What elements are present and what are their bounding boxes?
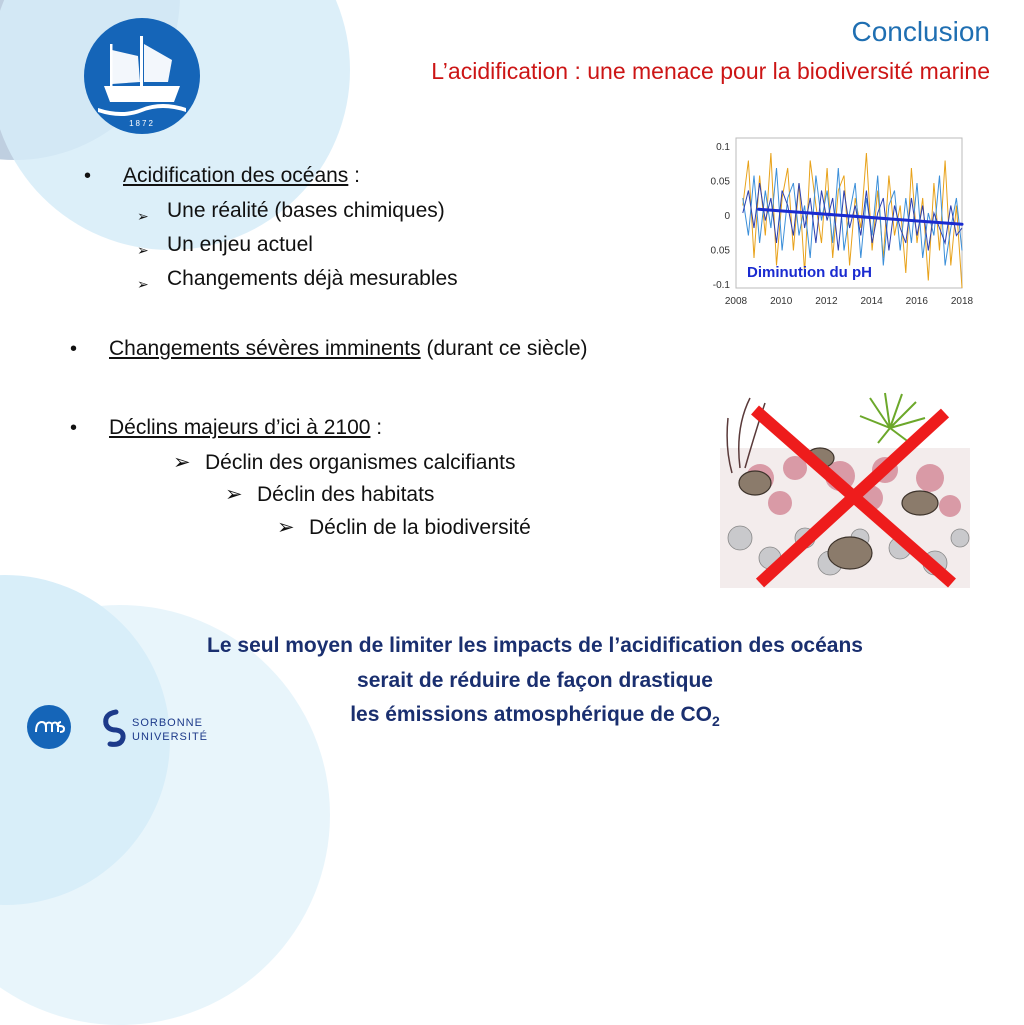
x-tick-label: 2008 [724,296,748,305]
co2-subscript: 2 [711,713,720,730]
x-tick-label: 2010 [770,296,793,305]
section3-item: Déclin des organismes calcifiants [205,451,516,474]
cnrs-logo [26,704,72,750]
section3-heading-line [109,416,382,440]
chart-annotation: Diminution du pH [747,264,872,281]
arrow-bullet-icon: ➢ [137,276,149,292]
arrow-bullet-icon: ➢ [225,483,243,506]
section1-item: Une réalité (bases chimiques) [167,199,445,222]
svg-text:UNIVERSITÉ: UNIVERSITÉ [132,731,209,743]
page-title: Conclusion [851,16,990,47]
section3-heading-suffix: : [370,416,383,439]
y-tick-label: 0.05 [710,245,730,257]
y-tick-label: -0.1 [712,280,730,291]
arrow-bullet-icon: ➢ [137,208,149,224]
section1-heading-suffix: : [348,164,360,187]
conclusion-line-3 [150,703,920,729]
section1-heading: Acidification des océans [123,164,349,187]
arrow-bullet-icon: ➢ [173,451,191,474]
section3-heading: Déclins majeurs d’ici à 2100 [109,416,371,439]
bullet-dot: • [84,165,92,187]
conclusion-line-1: Le seul moyen de limiter les impacts de l’acidification des océans [207,634,863,657]
bullet-dot: • [70,417,78,439]
sorbonne-logo [102,706,222,750]
arrow-bullet-icon: ➢ [277,516,295,539]
bullet-dot: • [70,338,78,360]
section2-heading: Changements sévères imminents [109,337,421,360]
x-tick-label: 2016 [905,296,928,305]
section2-suffix: (durant ce siècle) [420,337,588,360]
section2-line [109,337,588,361]
y-tick-label: 0 [724,211,730,222]
section3-item: Déclin des habitats [257,483,435,506]
section1-heading-line [123,164,360,188]
ph-chart [700,130,982,305]
section3-item: Déclin de la biodiversité [309,516,531,539]
y-tick-label: 0.05 [710,176,730,188]
marine-organisms-image [720,388,970,588]
y-tick-label: 0.1 [716,142,730,153]
conclusion-line-3-text: les émissions atmosphérique de CO [350,703,712,726]
x-tick-label: 2018 [950,296,974,305]
page-subtitle: L’acidification : une menace pour la biodiversité marine [431,58,990,84]
x-tick-label: 2014 [860,296,883,305]
arrow-bullet-icon: ➢ [137,242,149,258]
conclusion-line-2: serait de réduire de façon drastique [357,669,713,692]
x-tick-label: 2012 [815,296,838,305]
logo-year: 1872 [129,119,155,128]
institution-logo [82,16,202,136]
section1-item: Changements déjà mesurables [167,267,458,290]
section1-item: Un enjeu actuel [167,233,313,256]
svg-text:SORBONNE: SORBONNE [132,717,203,729]
